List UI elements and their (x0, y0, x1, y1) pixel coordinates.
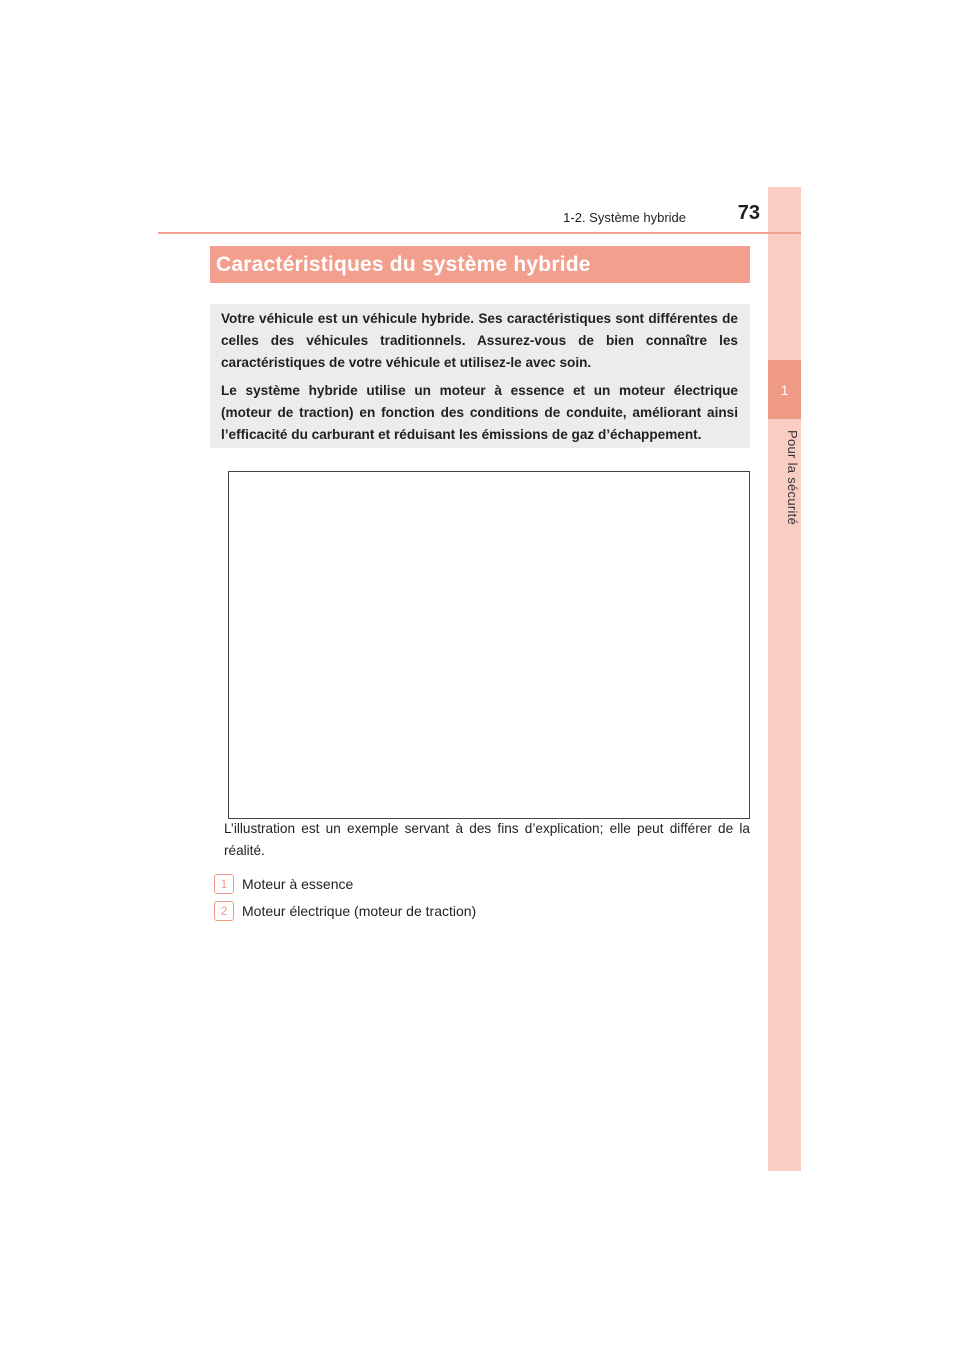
illustration-caption: L’illustration est un exemple servant à des fins d’explication; elle peut différer de la réalité. (224, 821, 750, 858)
header-section-title: 1-2. Système hybride (563, 210, 686, 225)
legend-number-badge: 1 (214, 874, 234, 894)
legend-item (214, 873, 614, 895)
side-tab (768, 187, 801, 1171)
header-divider (158, 232, 801, 234)
legend-label: Moteur à essence (242, 876, 354, 892)
illustration-frame (228, 471, 750, 819)
section-title: Caractéristiques du système hybride (216, 252, 591, 276)
page-number: 73 (737, 202, 760, 224)
legend-item (214, 900, 614, 922)
intro-paragraph-2: Le système hybride utilise un moteur à essence et un moteur électrique (moteur de traction) en fonction des conditions de conduite, améliorant ainsi l’efficacité du carburant et réduisant les émissions de gaz d’échappement. (221, 383, 738, 442)
intro-box (210, 304, 750, 448)
chapter-label: Pour la sécurité (785, 430, 800, 526)
legend-label: Moteur électrique (moteur de traction) (242, 903, 477, 919)
chapter-number: 1 (780, 381, 789, 398)
legend-number-badge: 2 (214, 901, 234, 921)
section-title-bar (210, 246, 750, 283)
intro-paragraph-1: Votre véhicule est un véhicule hybride. Ses caractéristiques sont différentes de celles des véhicules traditionnels. Assurez-vous de bien connaître les caractéristiques de votre véhicule et utilisez-le avec soin. (221, 311, 738, 370)
